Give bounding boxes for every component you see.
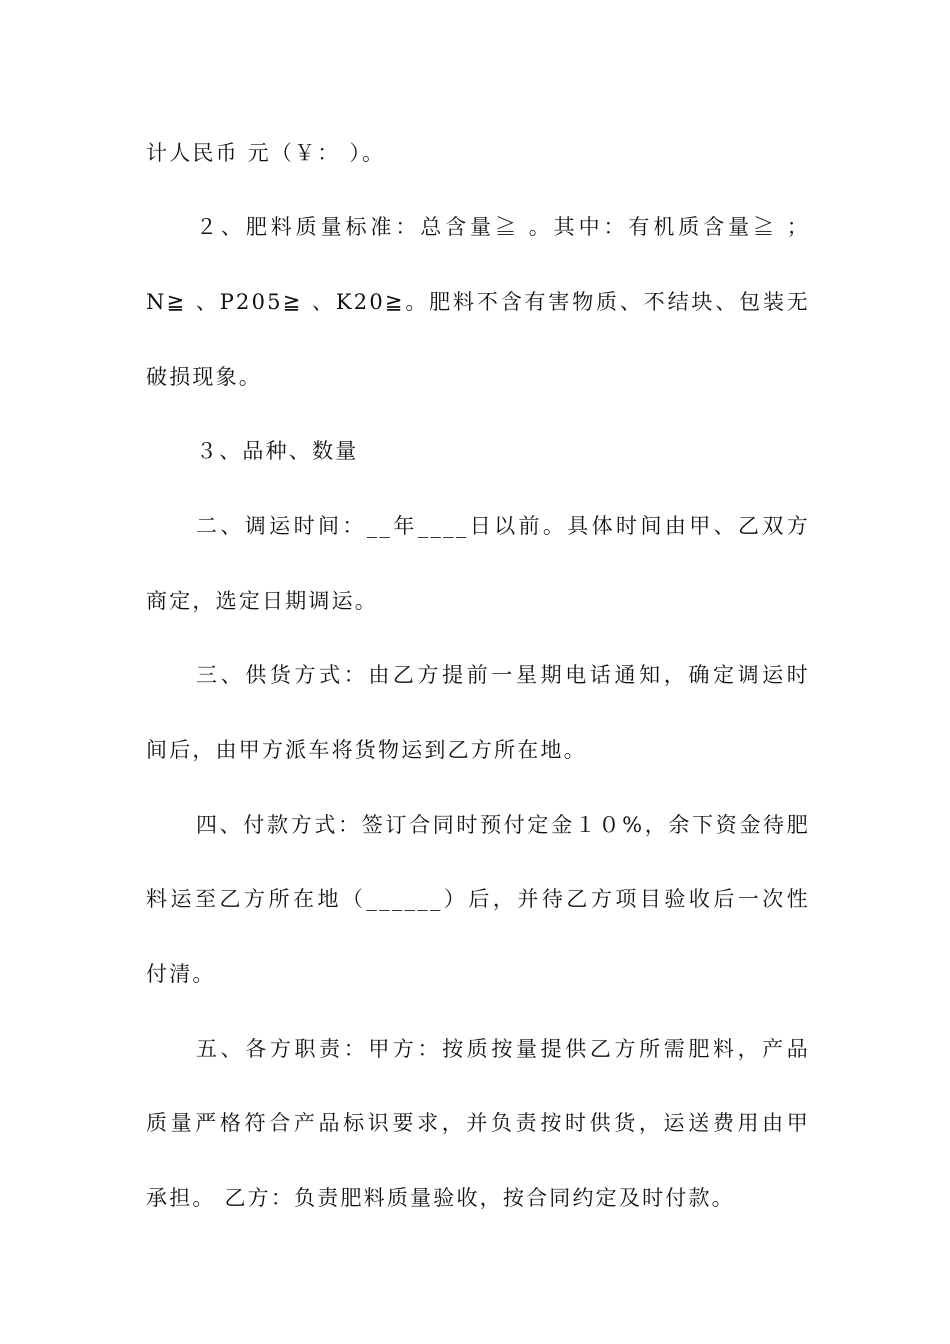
text-line-delivery-time: 二、调运时间：__年____日以前。具体时间由甲、乙双方 (196, 514, 810, 538)
text-line-variety-quantity: ３、品种、数量 (196, 439, 359, 463)
text-line-npk-content: N≧ 、P205≧ 、K20≧。肥料不含有害物质、不结块、包装无 (146, 290, 810, 314)
text-line-supply-method: 三、供货方式：由乙方提前一星期电话通知，确定调运时 (196, 663, 810, 687)
text-line-party-b-duties: 承担。 乙方：负责肥料质量验收，按合同约定及时付款。 (146, 1186, 735, 1210)
text-line-payment-amount: 计人民币 元（￥： ）。 (146, 141, 386, 165)
text-line-payment-settlement: 付清。 (146, 962, 216, 986)
text-line-quality-standard: ２、肥料质量标准：总含量≧ 。其中：有机质含量≧ ； (196, 215, 810, 239)
text-line-packaging: 破损现象。 (146, 365, 262, 389)
text-line-payment-conditions: 料运至乙方所在地（______）后，并待乙方项目验收后一次性 (146, 887, 810, 911)
text-line-quality-requirement: 质量严格符合产品标识要求，并负责按时供货，运送费用由甲 (146, 1111, 810, 1135)
text-line-payment-method: 四、付款方式：签订合同时预付定金１０%，余下资金待肥 (196, 813, 810, 837)
text-line-party-duties: 五、各方职责：甲方：按质按量提供乙方所需肥料，产品 (196, 1037, 810, 1061)
text-line-transport: 间后，由甲方派车将货物运到乙方所在地。 (146, 738, 587, 762)
text-line-delivery-date: 商定，选定日期调运。 (146, 589, 378, 613)
